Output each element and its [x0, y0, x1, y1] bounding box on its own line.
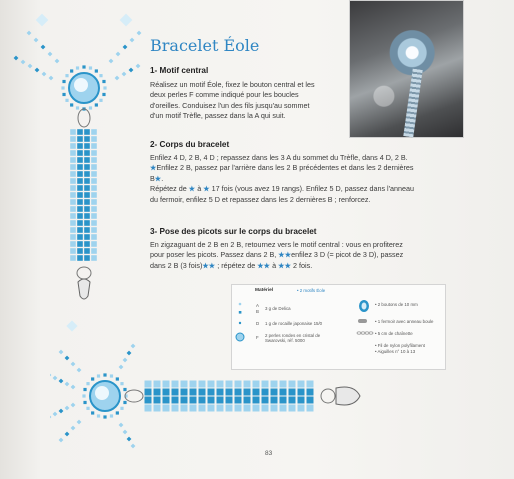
bead-square	[154, 389, 161, 396]
section-3-line: pour poser les picots. Passez dans 2 B, ★★enfilez 3 D (= picot de 3 D), passez	[150, 250, 404, 260]
bead-square	[271, 389, 278, 396]
bead-square	[84, 178, 90, 184]
bead-square	[53, 412, 58, 417]
section-1-line: Réalisez un motif Éole, fixez le bouton central et les	[150, 80, 315, 89]
bead-square	[91, 199, 97, 205]
bead-square	[91, 377, 94, 380]
bead-square	[91, 241, 97, 247]
bead-square	[84, 255, 90, 261]
bead-square	[271, 397, 278, 404]
bead-square	[123, 401, 126, 404]
bead-square	[199, 389, 206, 396]
bead-square	[84, 220, 90, 226]
bead-square	[123, 45, 128, 50]
bead-square	[97, 374, 100, 377]
bead-square	[91, 185, 97, 191]
section-3-text	[150, 240, 460, 271]
bead-square	[172, 397, 179, 404]
bead-square	[86, 407, 89, 410]
bead-square	[115, 76, 120, 81]
section-1-line: deux perles F comme indiqué pour les boucles	[150, 90, 299, 100]
bead-square	[71, 426, 76, 431]
bead-square	[226, 397, 233, 404]
bead-square	[280, 389, 287, 396]
bead-code-a: A	[256, 303, 259, 308]
bead-square	[70, 164, 76, 170]
bead-square	[84, 150, 90, 156]
bead-square	[262, 389, 269, 396]
bead-square	[253, 405, 260, 412]
bead-square	[65, 432, 70, 437]
bead-square	[103, 415, 106, 418]
bead-square	[217, 389, 224, 396]
bead-square	[70, 185, 76, 191]
bead-square	[77, 234, 83, 240]
bead-square	[82, 394, 85, 397]
bead-square	[119, 423, 124, 428]
bead-square	[95, 103, 98, 106]
bead-square	[235, 389, 242, 396]
bead-square	[116, 411, 119, 414]
section-3-line: dans 2 B (3 fois)★★ ; répétez de ★★ à ★★ 2 fois.	[150, 260, 313, 270]
bead-square	[65, 99, 68, 102]
bead-square	[226, 405, 233, 412]
ring-icon	[125, 390, 143, 402]
bead-square	[217, 381, 224, 388]
bead-square	[102, 80, 105, 83]
bead-square	[271, 381, 278, 388]
bead-square	[131, 444, 136, 449]
bead-square	[50, 373, 51, 378]
section-2-line: ★Enfilez 2 B, passez par l'arrière dans les 2 B précédentes et dans les 2 dernières	[150, 163, 414, 173]
bead-square	[65, 356, 70, 361]
bead-square	[70, 248, 76, 254]
bead-square	[163, 405, 170, 412]
bead-square	[61, 86, 64, 89]
bead-square	[84, 206, 90, 212]
bead-square	[42, 72, 47, 77]
bead-square	[41, 45, 46, 50]
bead-square	[91, 171, 97, 177]
bead-square	[253, 397, 260, 404]
bead-square	[59, 438, 64, 443]
bead-square	[91, 192, 97, 198]
page-title: Bracelet Éole	[150, 36, 260, 55]
bead-square	[70, 150, 76, 156]
bead-square	[77, 129, 83, 135]
bead-square	[154, 397, 161, 404]
material-right-item: • Aiguilles n° 10 à 13	[375, 349, 416, 354]
bead-square	[70, 178, 76, 184]
bead-code-f: F	[256, 335, 259, 340]
bead-square	[190, 405, 197, 412]
bead-square	[109, 59, 114, 64]
bead-square	[84, 199, 90, 205]
bead-square	[119, 365, 124, 370]
bead-square	[84, 129, 90, 135]
bead-square	[71, 403, 76, 408]
bead-square	[116, 377, 119, 380]
bead-square	[77, 185, 83, 191]
bead-square	[70, 103, 73, 106]
bead-square	[217, 397, 224, 404]
bead-square	[103, 86, 106, 89]
bead-square	[102, 93, 105, 96]
bead-square	[110, 414, 113, 417]
bead-square	[71, 385, 76, 390]
bead-square	[127, 351, 132, 356]
bead-square	[77, 178, 83, 184]
bead-square	[208, 405, 215, 412]
bead-text-a: 3 g de Delica	[265, 306, 291, 311]
bead-square	[84, 227, 90, 233]
bead-square	[62, 93, 65, 96]
bead-square	[154, 405, 161, 412]
bead-square	[307, 389, 314, 396]
bead-square	[86, 382, 89, 385]
lobster-clasp-icon	[78, 279, 90, 299]
photo-bead-strand	[403, 69, 422, 138]
materials-subtitle: • 2 motifs Éole	[297, 288, 326, 293]
bead-square	[298, 397, 305, 404]
material-right-item: • 5 cm de chaînette	[375, 331, 413, 336]
bead-square	[127, 437, 132, 442]
bead-square	[190, 397, 197, 404]
bead-square	[253, 381, 260, 388]
bead-square	[27, 31, 32, 36]
bead-square	[77, 136, 83, 142]
bead-square	[36, 14, 49, 27]
section-1-line: d'un motif Trèfle, passez dans la A qui suit.	[150, 111, 286, 121]
bead-square	[137, 31, 142, 36]
clasp-ring-icon	[77, 267, 91, 279]
bead-square	[84, 185, 90, 191]
bead-square	[91, 220, 97, 226]
bead-square	[84, 136, 90, 142]
bead-square	[123, 388, 126, 391]
bead-square	[95, 69, 98, 72]
bead-square	[123, 358, 128, 363]
bead-square	[70, 157, 76, 163]
bead-square	[103, 373, 106, 376]
bead-square	[289, 389, 296, 396]
bead-square	[172, 389, 179, 396]
bead-square	[181, 405, 188, 412]
bead-square	[84, 171, 90, 177]
bead-square	[70, 199, 76, 205]
bead-square	[91, 206, 97, 212]
bead-square	[307, 397, 314, 404]
bead-square	[89, 106, 92, 109]
material-right-item: • 2 boutons de 10 mm	[375, 302, 418, 307]
bead-square	[77, 420, 82, 425]
bead-square	[208, 381, 215, 388]
bead-square	[77, 157, 83, 163]
bead-square	[28, 64, 33, 69]
bead-square	[120, 382, 123, 385]
section-2-heading: 2- Corps du bracelet	[150, 140, 230, 149]
bead-square	[154, 381, 161, 388]
bead-square	[59, 409, 64, 414]
bead-square	[298, 381, 305, 388]
bead-square	[190, 389, 197, 396]
bead-square	[77, 368, 82, 373]
bead-square	[70, 213, 76, 219]
section-2-line: B★.	[150, 173, 164, 183]
bead-square	[62, 80, 65, 83]
bead-a-icon	[239, 303, 242, 306]
bead-square	[70, 69, 73, 72]
bead-square	[84, 164, 90, 170]
bead-square	[280, 397, 287, 404]
bead-square	[307, 405, 314, 412]
bead-square	[99, 74, 102, 77]
bead-square	[163, 381, 170, 388]
bead-square	[82, 65, 85, 68]
bracelet-photo	[349, 0, 464, 138]
bead-square	[35, 68, 40, 73]
bead-square	[244, 381, 251, 388]
ring-icon	[78, 109, 90, 127]
bead-square	[84, 157, 90, 163]
bead-square	[97, 414, 100, 417]
bead-square	[145, 381, 152, 388]
bead-square	[91, 255, 97, 261]
bead-square	[77, 255, 83, 261]
section-2-line: du fermoir, enfilez 5 D et repassez dans les 2 dernières B ; renforcez.	[150, 194, 371, 204]
bead-square	[289, 405, 296, 412]
bead-square	[289, 397, 296, 404]
bead-square	[77, 248, 83, 254]
bead-square	[70, 255, 76, 261]
bead-square	[199, 405, 206, 412]
bead-square	[172, 405, 179, 412]
section-2-line: Enfilez 4 D, 2 B, 4 D ; repassez dans les 3 A du sommet du Trèfle, dans 4 D, 2 B.	[150, 153, 408, 162]
bead-square	[289, 381, 296, 388]
bead-square	[199, 397, 206, 404]
bead-square	[262, 397, 269, 404]
bead-square	[91, 136, 97, 142]
bead-square	[145, 389, 152, 396]
bead-square	[84, 192, 90, 198]
section-1-text	[150, 80, 350, 122]
bead-square	[77, 241, 83, 247]
bead-square	[77, 213, 83, 219]
bead-square	[298, 389, 305, 396]
bead-square	[298, 405, 305, 412]
bead-square	[199, 381, 206, 388]
button-highlight	[74, 78, 88, 92]
bead-square	[48, 52, 53, 57]
bead-square	[91, 178, 97, 184]
bead-square	[77, 143, 83, 149]
bead-square	[70, 220, 76, 226]
bead-square	[226, 381, 233, 388]
bead-square	[163, 389, 170, 396]
bead-square	[77, 171, 83, 177]
bead-square	[70, 227, 76, 233]
bead-square	[145, 405, 152, 412]
bead-code-d: D	[256, 321, 260, 326]
materials-title: Matériel	[255, 288, 274, 293]
bead-square	[65, 74, 68, 77]
bead-square	[70, 129, 76, 135]
bead-square	[217, 405, 224, 412]
bead-square	[77, 150, 83, 156]
bead-square	[91, 150, 97, 156]
section-2-text	[150, 153, 460, 205]
section-1-line: d'oreilles. Conduisez l'un des fils jusqu'au sommet	[150, 100, 310, 110]
material-right-item: • 1 fermoir avec anneau boule	[375, 319, 434, 324]
bead-square	[91, 234, 97, 240]
bead-square	[181, 389, 188, 396]
bead-square	[21, 60, 26, 65]
bead-square	[91, 227, 97, 233]
bead-square	[91, 411, 94, 414]
bead-square	[59, 350, 64, 355]
bead-square	[91, 164, 97, 170]
bead-square	[83, 401, 86, 404]
bead-square	[66, 320, 77, 331]
bead-square	[91, 143, 97, 149]
bead-square	[77, 164, 83, 170]
bead-square	[70, 206, 76, 212]
bead-square	[208, 389, 215, 396]
bead-square	[116, 52, 121, 57]
bead-square	[235, 405, 242, 412]
section-2-line: Répétez de ★ à ★ 17 fois (vous avez 19 rangs). Enfilez 5 D, passez dans l'anneau	[150, 184, 415, 194]
bead-square	[84, 213, 90, 219]
section-3-line: En zigzaguant de 2 B en 2 B, retournez vers le motif central : vous en profiterez	[150, 240, 403, 249]
bead-square	[59, 379, 64, 384]
bead-square	[70, 143, 76, 149]
bead-square	[89, 66, 92, 69]
bead-square	[145, 397, 152, 404]
bead-square	[129, 68, 134, 73]
bead-text-d: 1 g de rocaille japonaise 15/0	[265, 321, 323, 326]
bead-square	[130, 38, 135, 43]
bead-square	[91, 157, 97, 163]
bead-square	[262, 381, 269, 388]
bead-square	[120, 407, 123, 410]
bead-square	[280, 381, 287, 388]
section-1-heading: 1- Motif central	[150, 66, 209, 75]
section-3-heading: 3- Pose des picots sur le corps du bracelet	[150, 227, 317, 236]
bead-square	[91, 213, 97, 219]
bead-square	[235, 397, 242, 404]
bead-square	[14, 56, 19, 61]
bead-square	[70, 136, 76, 142]
bead-square	[110, 374, 113, 377]
bead-square	[208, 397, 215, 404]
bead-square	[70, 241, 76, 247]
bead-square	[55, 59, 60, 64]
bead-square	[91, 248, 97, 254]
bead-square	[99, 99, 102, 102]
bead-square	[122, 72, 127, 77]
bead-square	[77, 227, 83, 233]
bead-text-f: 2 perles rondes en cristal de Swarovski, réf. 5000	[265, 333, 321, 344]
bead-square	[49, 76, 54, 81]
bead-square	[70, 192, 76, 198]
bead-square	[271, 405, 278, 412]
bead-square	[70, 171, 76, 177]
bead-square	[163, 397, 170, 404]
bead-code-b: B	[256, 309, 259, 314]
vertical-bracelet-diagram	[12, 10, 142, 310]
bead-square	[71, 362, 76, 367]
button-highlight	[95, 386, 109, 400]
bead-square	[120, 14, 133, 27]
bead-square	[84, 248, 90, 254]
bead-square	[65, 406, 70, 411]
bead-square	[262, 405, 269, 412]
bead-square	[190, 381, 197, 388]
bead-square	[84, 241, 90, 247]
material-right-item: • Fil de nylon polyfilament	[375, 343, 425, 348]
bead-square	[84, 234, 90, 240]
bead-square	[226, 389, 233, 396]
bead-square	[181, 397, 188, 404]
bead-square	[53, 376, 58, 381]
horizontal-bracelet-diagram	[50, 318, 380, 458]
bead-square	[34, 38, 39, 43]
bead-square	[77, 220, 83, 226]
bead-square	[50, 415, 51, 420]
bead-square	[83, 388, 86, 391]
bead-square	[70, 234, 76, 240]
bead-square	[181, 381, 188, 388]
bead-square	[65, 382, 70, 387]
bead-square	[172, 381, 179, 388]
bead-square	[77, 199, 83, 205]
bead-square	[136, 64, 141, 69]
bead-square	[253, 389, 260, 396]
bead-square	[307, 381, 314, 388]
bead-square	[131, 344, 136, 349]
bead-square	[76, 66, 79, 69]
bead-square	[244, 389, 251, 396]
bead-square	[84, 143, 90, 149]
bead-square	[77, 206, 83, 212]
bead-square	[244, 405, 251, 412]
lobster-clasp-icon	[336, 387, 360, 405]
bead-square	[280, 405, 287, 412]
bead-square	[91, 129, 97, 135]
page-number: 83	[265, 450, 273, 457]
clasp-ring-icon	[321, 389, 335, 403]
bead-square	[235, 381, 242, 388]
bead-square	[76, 106, 79, 109]
bead-b-icon	[239, 311, 242, 314]
bead-square	[244, 397, 251, 404]
bead-square	[77, 192, 83, 198]
bead-square	[123, 430, 128, 435]
